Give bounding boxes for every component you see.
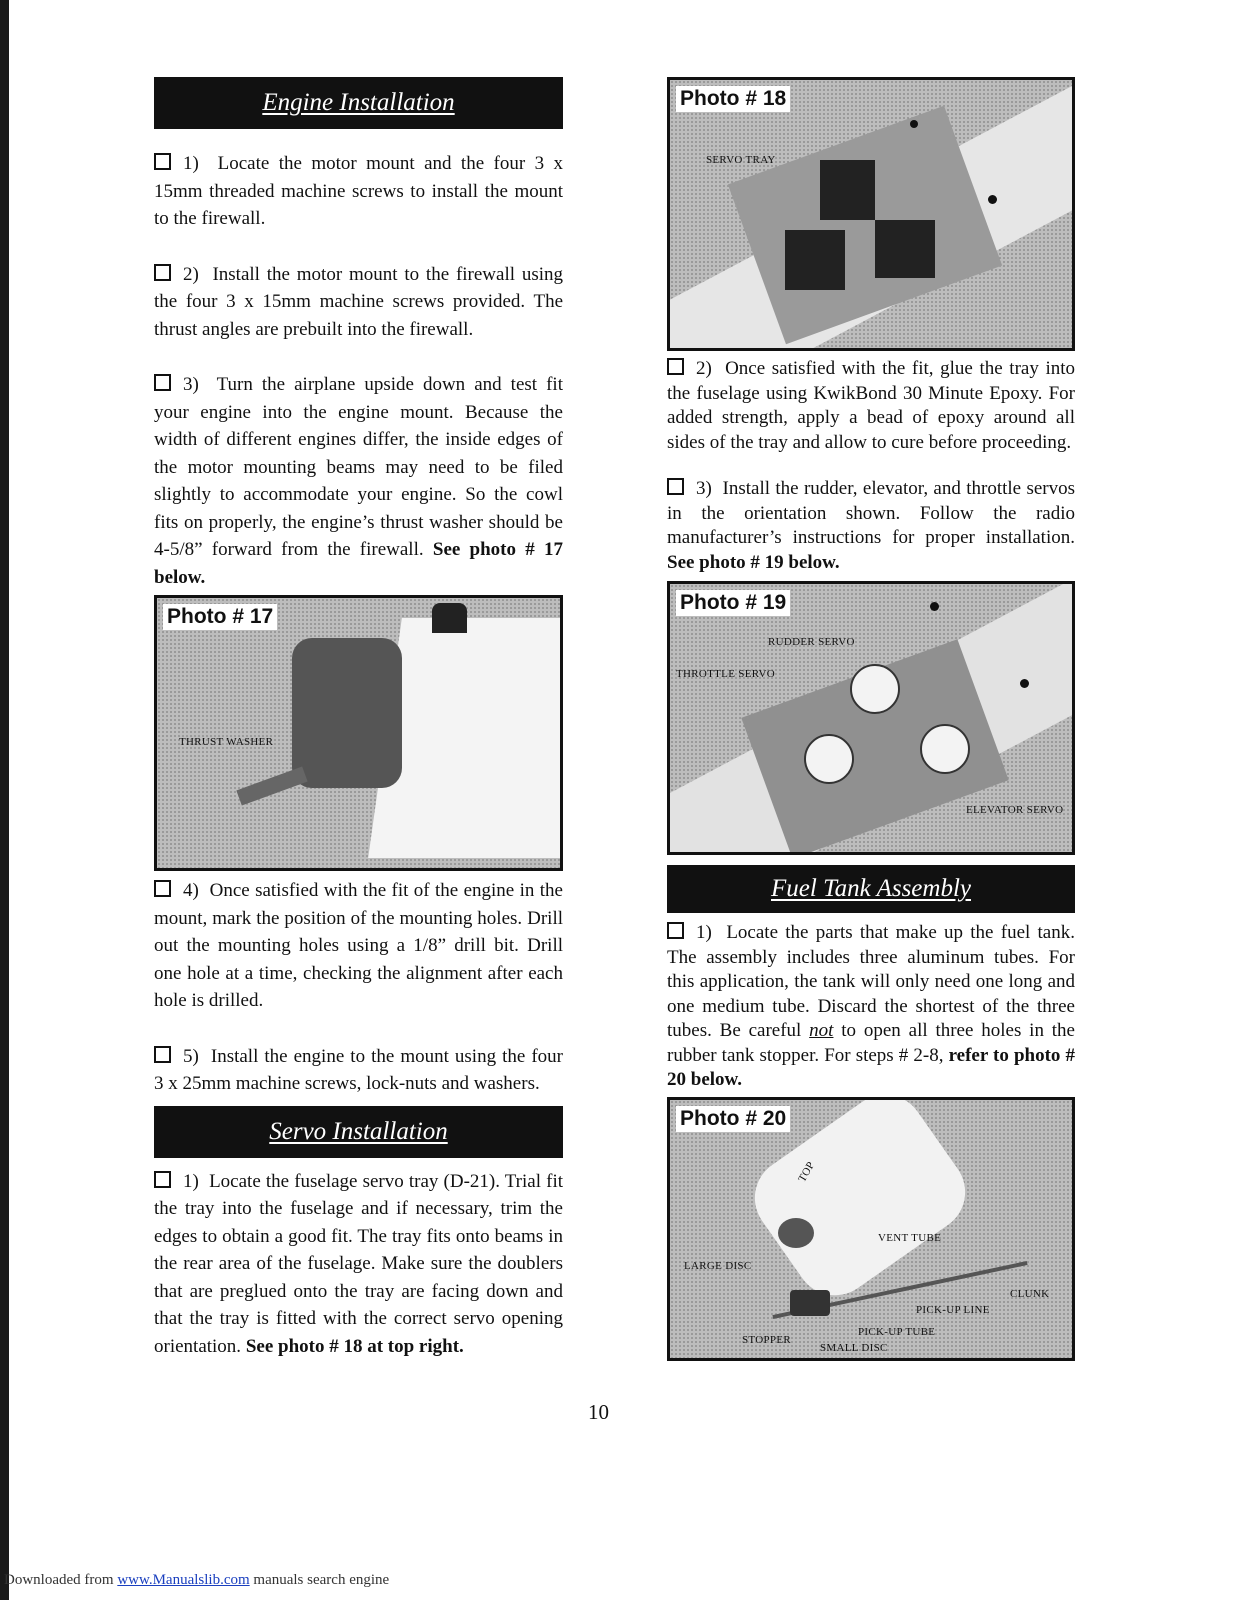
elevator-servo-callout: ELEVATOR SERVO <box>966 804 1064 816</box>
crankshaft-shape <box>236 767 307 806</box>
photo-reference: refer to photo # 20 below. <box>667 1044 1076 1090</box>
servo-tray-callout: SERVO TRAY <box>706 154 776 166</box>
photo-17 <box>154 595 563 871</box>
tank-cap-shape <box>778 1218 814 1248</box>
step-number: 1) <box>183 153 199 174</box>
servo-arm-disc <box>850 664 900 714</box>
screw-hole-shape <box>930 602 939 611</box>
step-text: Locate the motor mount and the four 3 x 15mm threaded machine screws to install the mount to the firewall. <box>154 153 564 229</box>
photo-reference: See photo # 18 at top right. <box>245 1335 464 1357</box>
left-column <box>154 77 563 1360</box>
engine-step-2 <box>154 261 563 344</box>
step-number: 1) <box>696 922 712 943</box>
step-text: Install the rudder, elevator, and throttle servos in the orientation shown. Follow the radio manufacturer’s instructions for proper installation. <box>667 478 1076 548</box>
checkbox[interactable] <box>667 358 684 375</box>
fuel-tank-assembly-header <box>667 865 1075 913</box>
stopper-shape <box>790 1290 830 1316</box>
step-text: Locate the fuselage servo tray (D-21). Trial fit the tray into the fuselage and if necessary, trim the edges to obtain a good fit. The tray fits onto beams in the rear area of the fuselage. Make sure the doublers that are preglued onto the tray are facing down and that the tray is fitted with the correct servo opening orientation. <box>154 1170 564 1357</box>
photo-18 <box>667 77 1075 351</box>
checkbox[interactable] <box>154 374 171 391</box>
servo-installation-header <box>154 1106 563 1158</box>
step-text: to open all three holes in the rubber tank stopper. For steps # 2-8, <box>667 1020 1075 1066</box>
footer <box>4 1572 389 1589</box>
screw-hole-shape <box>910 120 918 128</box>
engine-step-5 <box>154 1043 563 1098</box>
checkbox[interactable] <box>154 1171 171 1188</box>
vent-tube-callout: VENT TUBE <box>878 1231 942 1244</box>
photo-20-label: Photo # 20 <box>676 1106 790 1132</box>
fuel-tank-assembly-title: Fuel Tank Assembly <box>771 875 971 902</box>
step-text: Locate the parts that make up the fuel tank. The assembly includes three aluminum tubes. For this application, the tank will only need one long and one medium tube. Discard the shortest of the three tubes. Be careful <box>667 922 1075 1041</box>
clunk-callout: CLUNK <box>1010 1287 1050 1300</box>
stopper-callout: STOPPER <box>742 1333 791 1346</box>
pickup-line-callout: PICK-UP LINE <box>916 1303 990 1316</box>
fuel-step-1 <box>667 921 1075 1093</box>
scan-edge <box>0 0 9 1600</box>
pickup-tube-callout: PICK-UP TUBE <box>858 1325 936 1338</box>
footer-suffix: manuals search engine <box>249 1572 390 1588</box>
servo-step-2 <box>667 357 1075 455</box>
servo-arm-disc <box>920 724 970 774</box>
checkbox[interactable] <box>667 922 684 939</box>
servo-step-1 <box>154 1168 563 1361</box>
footer-prefix: Downloaded from <box>4 1572 118 1588</box>
photo-19-label: Photo # 19 <box>676 590 790 616</box>
checkbox[interactable] <box>667 478 684 495</box>
step-text: Install the motor mount to the firewall using the four 3 x 15mm machine screws provided. The thrust angles are prebuilt into the firewall. <box>154 263 564 340</box>
rudder-servo-callout: RUDDER SERVO <box>768 636 855 648</box>
checkbox[interactable] <box>154 153 171 170</box>
step-number: 1) <box>183 1170 199 1192</box>
servo-opening-shape <box>785 230 845 290</box>
small-disc-callout: SMALL DISC <box>820 1341 888 1354</box>
step-text: Turn the airplane upside down and test fit your engine into the engine mount. Because the width of different engines differ, the inside edges of the motor mounting beams may need to be filed slightly to accommodate your engine. So the cowl fits on properly, the engine’s thrust washer should be 4-5/8” forward from the firewall. <box>154 374 563 560</box>
checkbox[interactable] <box>154 880 171 897</box>
top-callout: TOP <box>796 1159 818 1184</box>
step-number: 2) <box>183 263 199 285</box>
step-number: 2) <box>696 358 712 379</box>
throttle-servo-callout: THROTTLE SERVO <box>676 668 775 680</box>
step-number: 4) <box>183 880 199 901</box>
photo-reference: See photo # 19 below. <box>667 551 840 573</box>
engine-step-1 <box>154 150 563 233</box>
servo-installation-title: Servo Installation <box>269 1117 448 1145</box>
photo-17-label: Photo # 17 <box>163 604 277 630</box>
step-text: Install the engine to the mount using the four 3 x 25mm machine screws, lock-nuts and washers. <box>154 1045 563 1094</box>
photo-18-label: Photo # 18 <box>676 86 790 112</box>
step-number: 3) <box>696 478 712 499</box>
engine-shape <box>292 638 402 788</box>
emphasis-not: not <box>809 1020 834 1041</box>
page-number: 10 <box>588 1400 609 1424</box>
engine-installation-title: Engine Installation <box>262 89 455 116</box>
thrust-washer-callout: THRUST WASHER <box>179 736 274 748</box>
servo-opening-shape <box>875 220 935 278</box>
step-text: Once satisfied with the fit of the engine in the mount, mark the position of the mounting holes. Drill out the mounting holes using a 1/8” drill bit. Drill one hole at a time, checking the alignment after each hole is drilled. <box>154 880 563 1011</box>
right-column <box>667 77 1075 1361</box>
step-text: Once satisfied with the fit, glue the tray into the fuselage using KwikBond 30 Minute Epoxy. For added strength, apply a bead of epoxy around all sides of the tray and allow to cure before proceeding. <box>667 358 1076 453</box>
checkbox[interactable] <box>154 264 171 281</box>
photo-reference: See photo # 17 below. <box>154 539 563 588</box>
checkbox[interactable] <box>154 1046 171 1063</box>
photo-20 <box>667 1097 1075 1361</box>
servo-arm-disc <box>804 734 854 784</box>
screw-hole-shape <box>988 195 997 204</box>
needle-valve-shape <box>432 603 467 633</box>
engine-step-3 <box>154 371 563 591</box>
step-number: 3) <box>183 374 199 395</box>
servo-step-3 <box>667 477 1075 575</box>
manualslib-link[interactable]: www.Manualslib.com <box>117 1572 250 1588</box>
servo-opening-shape <box>820 160 875 220</box>
engine-installation-header <box>154 77 563 129</box>
step-number: 5) <box>183 1045 199 1067</box>
engine-step-4 <box>154 877 563 1015</box>
large-disc-callout: LARGE DISC <box>684 1259 752 1272</box>
photo-19 <box>667 581 1075 855</box>
screw-hole-shape <box>1020 679 1029 688</box>
